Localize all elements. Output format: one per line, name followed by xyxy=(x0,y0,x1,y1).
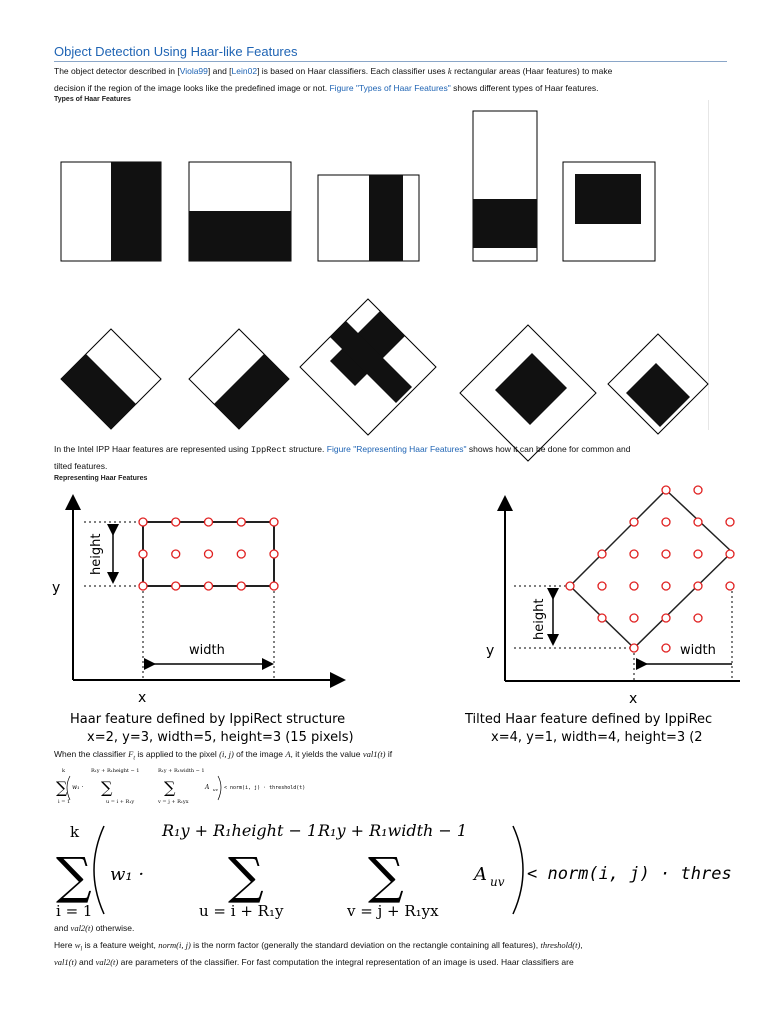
left-caption-2: x=2, y=3, width=5, height=3 (15 pixels) xyxy=(87,730,354,745)
k-symbol: k xyxy=(447,66,452,76)
norm-code: norm(i, j) xyxy=(158,940,191,950)
page-title: Object Detection Using Haar-like Features xyxy=(54,44,298,59)
sigma: ∑ xyxy=(101,778,113,797)
caption-representing-haar-features: Representing Haar Features xyxy=(54,475,148,482)
right-y-label: y xyxy=(486,643,495,659)
f-symbol: F xyxy=(128,749,134,759)
w: w₁ · xyxy=(72,784,84,791)
w-subscript: l xyxy=(80,946,83,953)
lower-limit-2: v = j + R₁yx xyxy=(347,902,439,920)
a-term: A xyxy=(474,864,487,885)
sigma-1: ∑ xyxy=(56,847,92,905)
a-subscript: uv xyxy=(490,875,505,889)
a-symbol: A xyxy=(285,749,291,759)
left-y-label: y xyxy=(52,580,61,596)
text: and xyxy=(76,957,96,967)
A: A xyxy=(205,784,210,791)
upper: R₁y + R₁width − 1 xyxy=(158,768,205,774)
weight: w₁ · xyxy=(110,864,145,885)
otherwise-line xyxy=(54,922,734,934)
left-x-label: x xyxy=(138,690,147,706)
text: ] and [ xyxy=(207,66,232,76)
lower-limit-1: u = i + R₁y xyxy=(199,902,284,920)
right-width-label: width xyxy=(680,643,716,658)
val1-code: val1(t) xyxy=(362,749,386,759)
ij-symbol: (i, j) xyxy=(219,749,234,759)
upper-limit-1: R₁y + R₁height − 1 xyxy=(162,821,318,840)
figure-representing-link[interactable]: Figure "Representing Haar Features" xyxy=(326,444,467,454)
sigma: ∑ xyxy=(164,778,176,797)
left-height-label: height xyxy=(89,533,104,575)
lower: i = 1 xyxy=(58,799,71,805)
upper: R₁y + R₁height − 1 xyxy=(91,768,140,774)
sigma-3: ∑ xyxy=(368,847,404,905)
caption-types-of-haar-features: Types of Haar Features xyxy=(54,96,131,103)
text: shows how it can be done for common and xyxy=(466,444,631,454)
left-paren xyxy=(94,826,104,914)
text: shows different types of Haar features. xyxy=(450,83,599,93)
text: , it yields the value xyxy=(290,749,363,759)
text: When the classifier xyxy=(54,749,129,759)
k: k xyxy=(70,823,80,841)
rhs: < norm(i, j) · threshold(t) xyxy=(224,785,306,791)
text: Here xyxy=(54,940,75,950)
repr-line-2: tilted features. xyxy=(54,461,108,471)
t-subscript: t xyxy=(133,755,136,762)
text: is the norm factor (generally the standard deviation on the rectangle containing all features), xyxy=(190,940,541,950)
here-line xyxy=(54,939,734,956)
val2-code: val2(t) xyxy=(70,923,94,933)
lower-limit-0: i = 1 xyxy=(56,902,93,920)
ref-viola99-link[interactable]: Viola99 xyxy=(179,66,208,76)
text: , xyxy=(580,940,583,950)
right-paren xyxy=(513,826,523,914)
right-caption-2: x=4, y=1, width=4, height=3 (2 xyxy=(491,730,703,745)
ref-lein02-link[interactable]: Lein02 xyxy=(231,66,258,76)
upper-limit-2: R₁y + R₁width − 1 xyxy=(318,821,468,840)
right-x-label: x xyxy=(629,691,638,707)
val2-code: val2(t) xyxy=(95,957,119,967)
text: structure. xyxy=(286,444,327,454)
right-caption-1: Tilted Haar feature defined by IppiRec xyxy=(465,712,713,727)
k: k xyxy=(62,768,66,774)
right-height-label: height xyxy=(532,598,547,640)
text: decision if the region of the image looks like the predefined image or not. xyxy=(54,83,330,93)
text: otherwise. xyxy=(93,923,135,933)
lower: u = i + R₁y xyxy=(106,799,135,805)
sigma: ∑ xyxy=(56,778,68,797)
left-caption-1: Haar feature defined by IppiRect structure xyxy=(70,712,346,727)
text: The object detector described in [ xyxy=(54,66,180,76)
text: ] is based on Haar classifiers. Each classifier uses xyxy=(257,66,448,76)
val1-code: val1(t) xyxy=(54,957,77,967)
lower: v = j + R₁yx xyxy=(158,799,189,805)
rhs: < norm(i, j) · thres xyxy=(527,864,732,884)
figure-types-link[interactable]: Figure "Types of Haar Features" xyxy=(329,83,451,93)
text: are parameters of the classifier. For fast computation the integral representation of an image is used. Haar classifiers are xyxy=(118,957,574,967)
ipprect-code: IppRect xyxy=(250,445,287,455)
threshold-code: threshold(t) xyxy=(540,940,581,950)
text: rectangular areas (Haar features) to make xyxy=(451,66,613,76)
text: is a feature weight, xyxy=(82,940,159,950)
sigma-2: ∑ xyxy=(228,847,264,905)
text: In the Intel IPP Haar features are represented using xyxy=(54,444,251,454)
text: is applied to the pixel xyxy=(135,749,220,759)
text: and xyxy=(54,923,71,933)
left-width-label: width xyxy=(189,643,225,658)
Asub: uv xyxy=(213,787,218,792)
text: if xyxy=(385,749,393,759)
params-line xyxy=(54,956,734,968)
w-symbol: w xyxy=(74,940,81,950)
text: of the image xyxy=(233,749,286,759)
